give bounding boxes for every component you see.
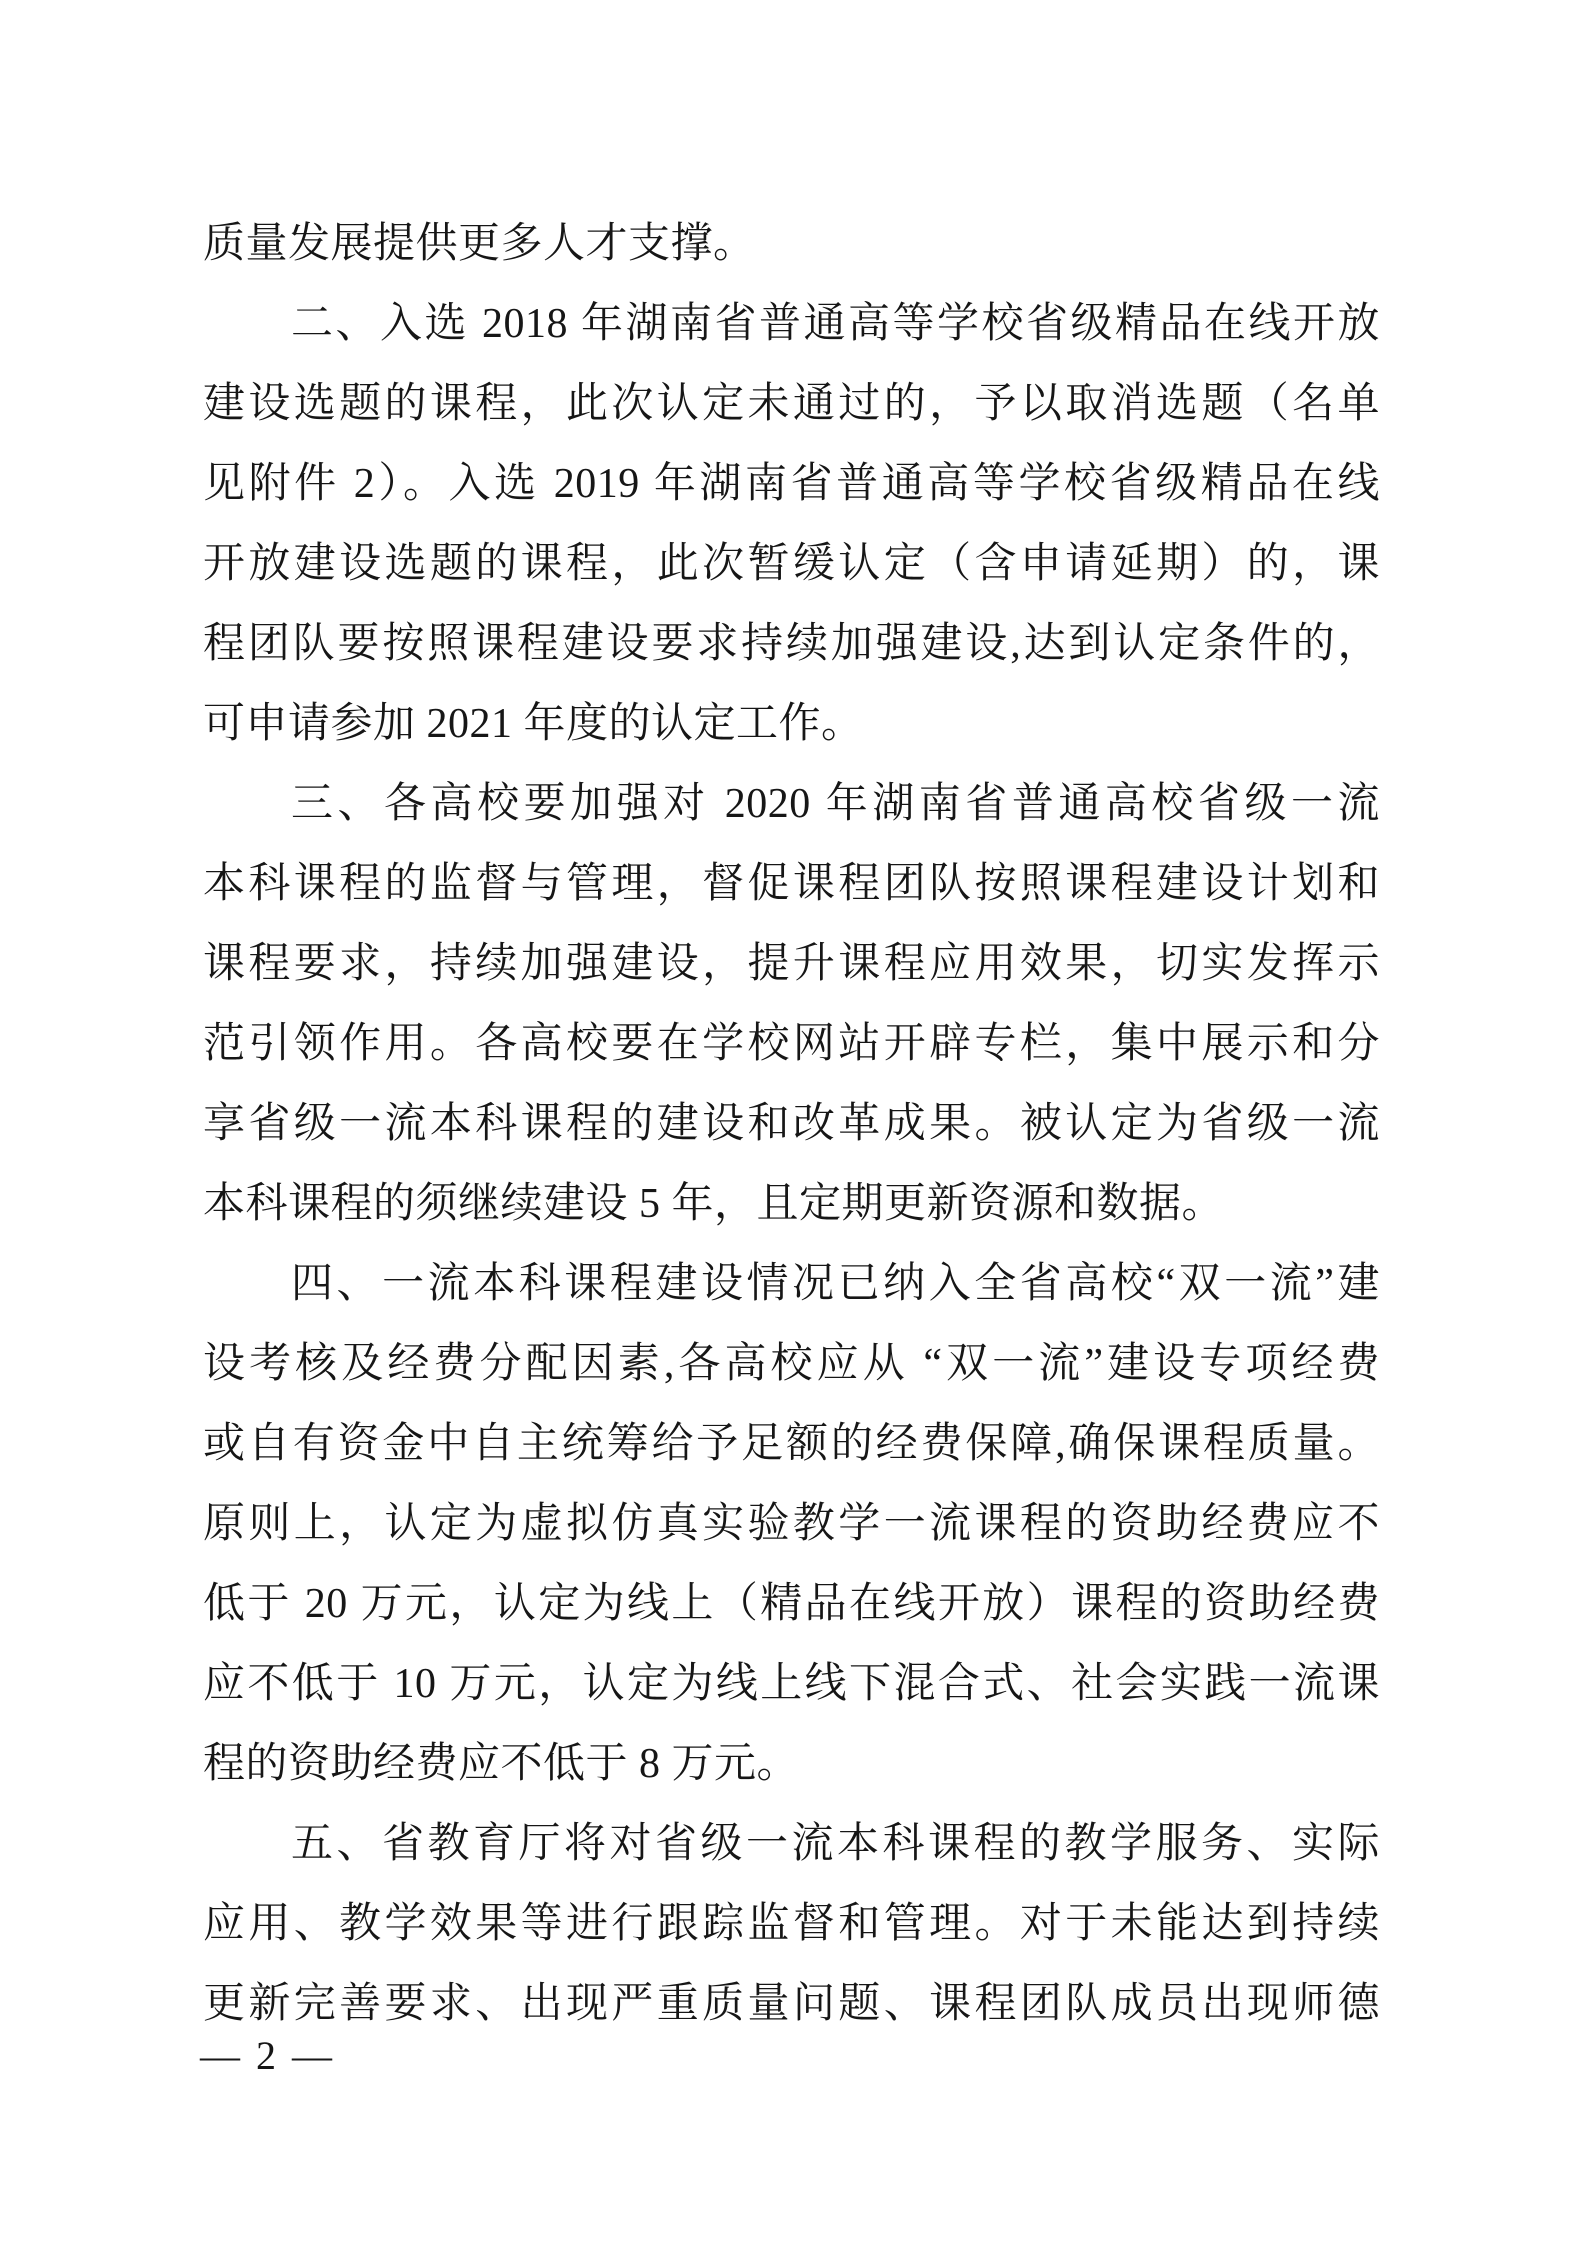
page-number: — 2 — [200, 2033, 335, 2078]
document-line: 见附件 2）。入选 2019 年湖南省普通高等学校省级精品在线 [203, 461, 1380, 507]
document-line: 享省级一流本科课程的建设和改革成果。被认定为省级一流 [203, 1101, 1380, 1147]
document-line: 四、一流本科课程建设情况已纳入全省高校“双一流”建 [291, 1261, 1380, 1307]
document-line: 范引领作用。各高校要在学校网站开辟专栏，集中展示和分 [203, 1021, 1380, 1067]
document-line: 程的资助经费应不低于 8 万元。 [203, 1741, 800, 1787]
document-body [203, 204, 1380, 2044]
document-line: 设考核及经费分配因素,各高校应从 “双一流”建设专项经费 [203, 1341, 1380, 1387]
document-line: 应用、教学效果等进行跟踪监督和管理。对于未能达到持续 [203, 1901, 1380, 1947]
document-line: 三、各高校要加强对 2020 年湖南省普通高校省级一流 [291, 781, 1380, 827]
document-line: 本科课程的须继续建设 5 年，且定期更新资源和数据。 [203, 1181, 1225, 1227]
document-line: 课程要求，持续加强建设，提升课程应用效果，切实发挥示 [203, 941, 1380, 987]
document-line: 建设选题的课程，此次认定未通过的，予以取消选题（名单 [203, 381, 1380, 427]
document-line: 原则上，认定为虚拟仿真实验教学一流课程的资助经费应不 [203, 1501, 1380, 1547]
document-line: 程团队要按照课程建设要求持续加强建设,达到认定条件的， [203, 621, 1380, 667]
document-line: 更新完善要求、出现严重质量问题、课程团队成员出现师德 [203, 1981, 1380, 2027]
document-line: 低于 20 万元，认定为线上（精品在线开放）课程的资助经费 [203, 1581, 1380, 1627]
document-line: 开放建设选题的课程，此次暂缓认定（含申请延期）的，课 [203, 541, 1380, 587]
document-line: 质量发展提供更多人才支撑。 [203, 221, 756, 267]
document-line: 二、入选 2018 年湖南省普通高等学校省级精品在线开放 [291, 301, 1380, 347]
document-line: 可申请参加 2021 年度的认定工作。 [203, 701, 864, 747]
document-line: 五、省教育厅将对省级一流本科课程的教学服务、实际 [291, 1821, 1380, 1867]
document-line: 应不低于 10 万元，认定为线上线下混合式、社会实践一流课 [203, 1661, 1380, 1707]
document-line: 本科课程的监督与管理，督促课程团队按照课程建设计划和 [203, 861, 1380, 907]
document-line: 或自有资金中自主统筹给予足额的经费保障,确保课程质量。 [203, 1421, 1380, 1467]
